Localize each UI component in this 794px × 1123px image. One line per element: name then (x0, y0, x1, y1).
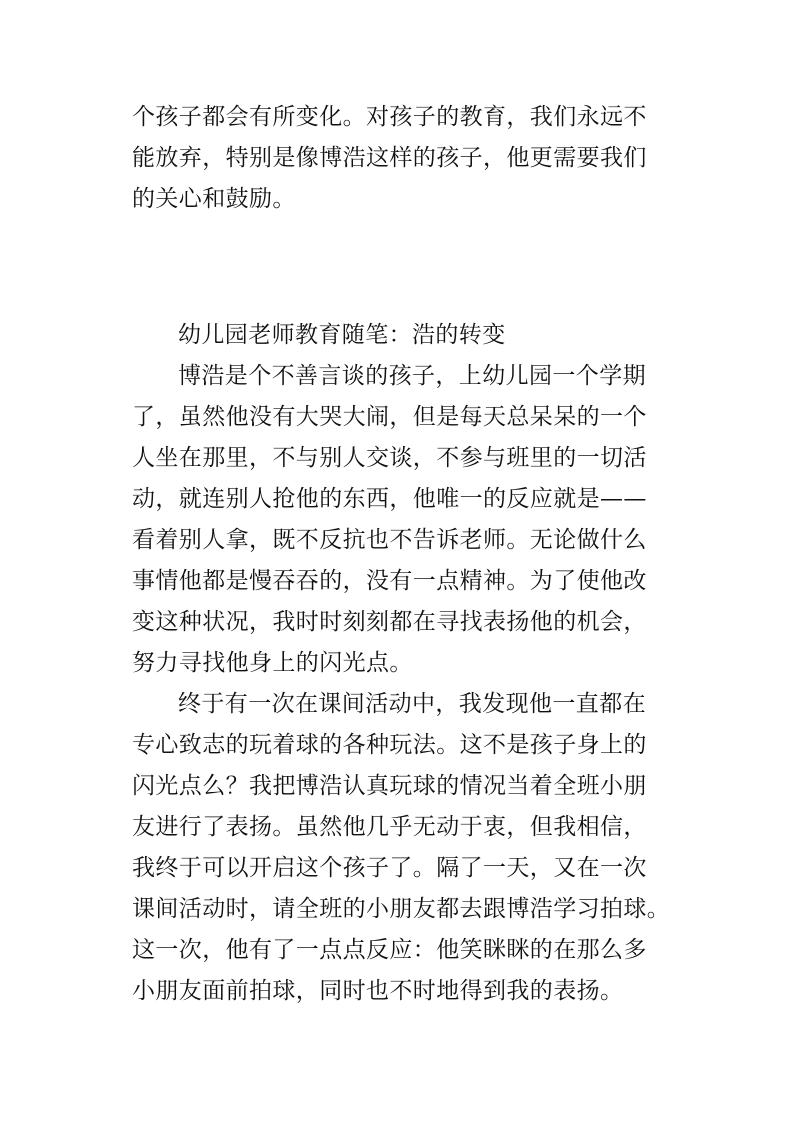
text-line: 动，就连别人抢他的东西，他唯一的反应就是—— (132, 486, 647, 512)
text-line: 闪光点么？我把博浩认真玩球的情况当着全班小朋 (132, 773, 647, 799)
text-line: 努力寻找他身上的闪光点。 (132, 650, 413, 676)
paragraph-2 (132, 684, 672, 1012)
text-line: 我终于可以开启这个孩子了。隔了一天，又在一次 (132, 855, 647, 881)
text-line: 事情他都是慢吞吞的，没有一点精神。为了使他改 (132, 568, 647, 594)
text-line: 人坐在那里，不与别人交谈，不参与班里的一切活 (132, 445, 647, 471)
text-line: 博浩是个不善言谈的孩子，上幼儿园一个学期 (178, 363, 646, 389)
text-line: 课间活动时，请全班的小朋友都去跟博浩学习拍球。 (132, 896, 671, 922)
text-line: 这一次，他有了一点点反应：他笑眯眯的在那么多 (132, 937, 647, 963)
text-line: 的关心和鼓励。 (132, 186, 296, 212)
text-line: 了，虽然他没有大哭大闹，但是每天总呆呆的一个 (132, 404, 647, 430)
paragraph-1 (132, 356, 672, 684)
text-line: 小朋友面前拍球，同时也不时地得到我的表扬。 (132, 978, 624, 1004)
text-line: 终于有一次在课间活动中，我发现他一直都在 (178, 691, 646, 717)
text-line: 看着别人拿，既不反抗也不告诉老师。无论做什么 (132, 527, 647, 553)
text-line: 专心致志的玩着球的各种玩法。这不是孩子身上的 (132, 732, 647, 758)
text-line: 变这种状况，我时时刻刻都在寻找表扬他的机会， (132, 609, 647, 635)
text-line: 能放弃，特别是像博浩这样的孩子，他更需要我们 (132, 145, 647, 171)
article-title: 幼儿园老师教育随笔：浩的转变 (178, 322, 506, 348)
text-line: 友进行了表扬。虽然他几乎无动于衷，但我相信， (132, 814, 647, 840)
intro-paragraph (132, 97, 672, 220)
article (132, 315, 672, 1012)
text-line: 个孩子都会有所变化。对孩子的教育，我们永远不 (132, 104, 647, 130)
